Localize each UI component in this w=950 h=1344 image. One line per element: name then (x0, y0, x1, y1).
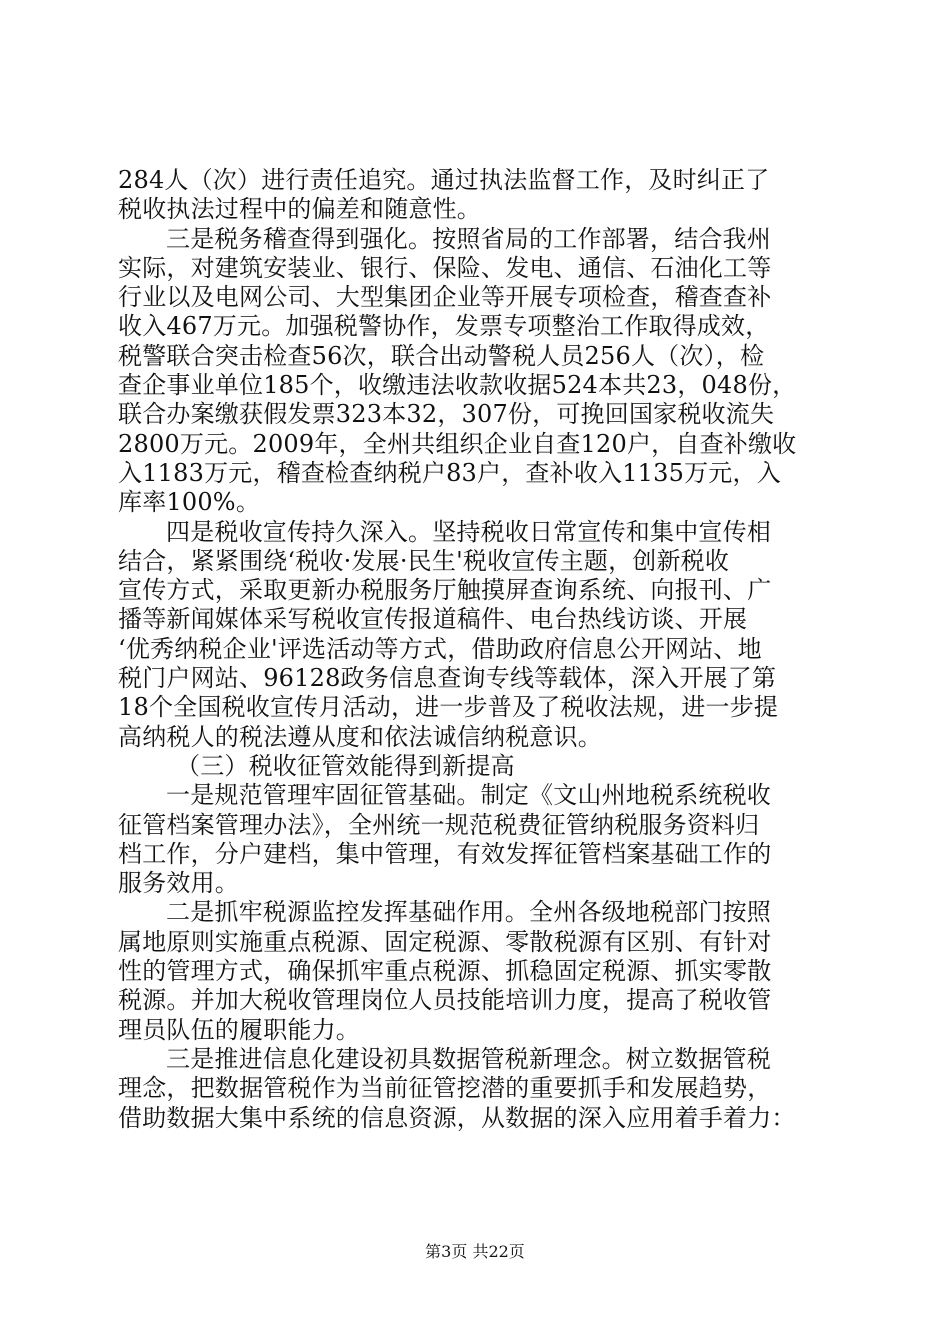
text-line: 18个全国税收宣传月活动，进一步普及了税收法规，进一步提 (118, 693, 779, 722)
text-line: 播等新闻媒体采写税收宣传报道稿件、电台热线访谈、开展 (118, 605, 748, 634)
text-line: 税收执法过程中的偏差和随意性。 (118, 195, 481, 224)
text-line: 284人（次）进行责任追究。通过执法监督工作，及时纠正了 (118, 166, 770, 194)
text-line: 征管档案管理办法》，全州统一规范税费征管纳税服务资料归 (118, 810, 760, 839)
text-line: 2800万元。2009年，全州共组织企业自查120户，自查补缴收 (118, 429, 797, 458)
text-line: 税警联合突击检查56次，联合出动警税人员256人（次），检 (118, 341, 765, 370)
text-line: 理员队伍的履职能力。 (118, 1015, 360, 1044)
text-line: 库率100%。 (118, 488, 261, 517)
section-heading: （三）税收征管效能得到新提高 (176, 751, 515, 780)
text-line: 税源。并加大税收管理岗位人员技能培训力度，提高了税收管 (118, 986, 772, 1015)
text-line: 实际，对建筑安装业、银行、保险、发电、通信、石油化工等 (118, 253, 772, 282)
text-line: 入1183万元，稽查检查纳税户83户，查补收入1135万元，入 (118, 458, 781, 487)
text-line: 查企事业单位185个，收缴违法收款收据524本共23，048份， (118, 371, 797, 400)
paragraph-start-line: 三是推进信息化建设初具数据管税新理念。树立数据管税 (166, 1044, 771, 1073)
paragraph-start-line: 三是税务稽查得到强化。按照省局的工作部署，结合我州 (166, 224, 771, 253)
paragraph-start-line: 一是规范管理牢固征管基础。制定《文山州地税系统税收 (166, 781, 771, 810)
document-body (118, 166, 832, 1133)
text-line: 性的管理方式，确保抓牢重点税源、抓稳固定税源、抓实零散 (118, 957, 772, 986)
text-line: 收入467万元。加强税警协作，发票专项整治工作取得成效， (118, 312, 770, 341)
text-line: 宣传方式，采取更新办税服务厅触摸屏查询系统、向报刊、广 (118, 576, 772, 605)
text-line: 行业以及电网公司、大型集团企业等开展专项检查，稽查查补 (118, 283, 772, 312)
text-line: 服务效用。 (118, 869, 239, 898)
text-line: ‘优秀纳税企业'评选活动等方式，借助政府信息公开网站、地 (118, 634, 762, 663)
text-line: 高纳税人的税法遵从度和依法诚信纳税意识。 (118, 722, 602, 751)
text-line: 借助数据大集中系统的信息资源，从数据的深入应用着手着力： (118, 1103, 796, 1132)
page-number-footer: 第3页 共22页 (425, 1242, 525, 1261)
text-line: 理念，把数据管税作为当前征管挖潜的重要抓手和发展趋势， (118, 1074, 772, 1103)
paragraph-start-line: 四是税收宣传持久深入。坚持税收日常宣传和集中宣传相 (166, 517, 771, 546)
paragraph-start-line: 二是抓牢税源监控发挥基础作用。全州各级地税部门按照 (166, 898, 771, 927)
text-line: 属地原则实施重点税源、固定税源、零散税源有区别、有针对 (118, 927, 772, 956)
text-line: 结合，紧紧围绕‘税收·发展·民生'税收宣传主题，创新税收 (118, 546, 730, 575)
text-line: 税门户网站、96128政务信息查询专线等载体，深入开展了第 (118, 664, 777, 693)
text-line: 档工作，分户建档，集中管理，有效发挥征管档案基础工作的 (118, 839, 772, 868)
text-line: 联合办案缴获假发票323本32，307份，可挽回国家税收流失 (118, 400, 775, 429)
